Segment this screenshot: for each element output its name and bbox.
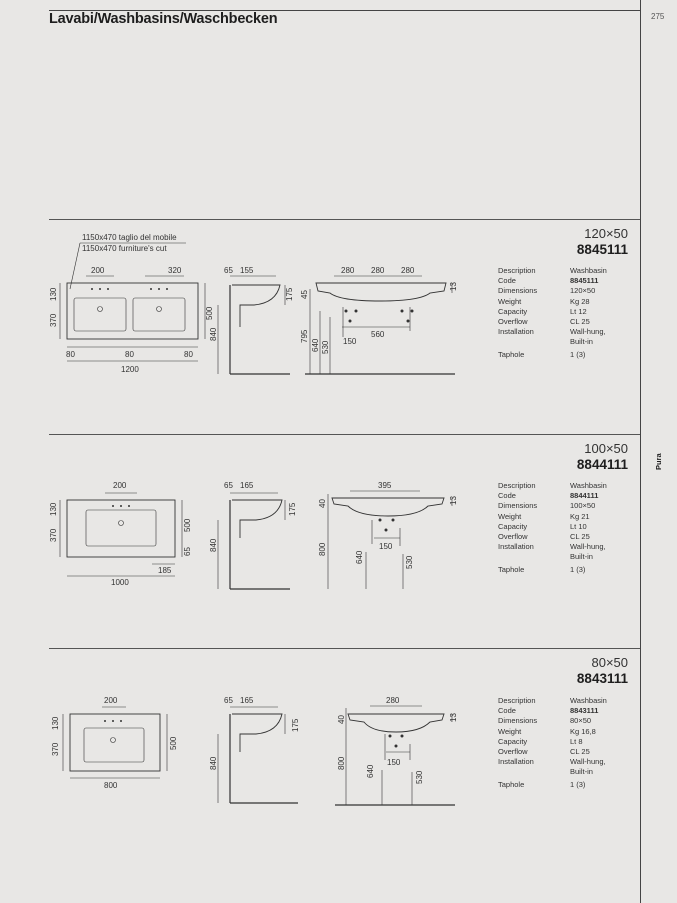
spec-value: 8845111	[570, 276, 599, 286]
dim-label: 130	[51, 716, 60, 730]
spec-value: 120×50	[570, 286, 596, 296]
dim-label: 13	[449, 713, 458, 722]
dim-label: 840	[209, 756, 218, 770]
dim-label: 280	[386, 696, 400, 705]
spec-value: CL 25	[570, 747, 590, 757]
spec-value: Built-in	[570, 767, 593, 777]
spec-value: Wall-hung,	[570, 327, 606, 337]
spec-key: Dimensions	[498, 716, 538, 726]
spec-key: Overflow	[498, 317, 528, 327]
dim-label: 370	[51, 742, 60, 756]
dim-label: 640	[311, 338, 320, 352]
dim-label: 175	[288, 502, 297, 516]
dim-label: 150	[387, 758, 401, 767]
spec-key: Taphole	[498, 564, 525, 574]
spec-key: Capacity	[498, 736, 528, 746]
spec-key: Code	[498, 276, 516, 286]
spec-value: Kg 28	[570, 296, 590, 306]
dim-label: 80	[184, 350, 193, 359]
dim-label: 65	[224, 481, 233, 490]
dim-label: 200	[91, 266, 105, 275]
spec-value: 100×50	[570, 501, 596, 511]
spec-value: Washbasin	[570, 696, 607, 705]
dim-label: 795	[300, 329, 309, 343]
dim-label: 800	[318, 542, 327, 556]
spec-table	[498, 696, 623, 790]
dim-label: 560	[371, 330, 385, 339]
spec-value: Built-in	[570, 552, 593, 562]
dim-label: 530	[321, 340, 330, 354]
dim-label: 530	[415, 770, 424, 784]
dim-label: 500	[205, 306, 214, 320]
dim-label: 130	[49, 287, 58, 301]
spec-key: Code	[498, 706, 516, 716]
spec-value: 1 (3)	[570, 779, 586, 789]
dim-label: 395	[378, 481, 392, 490]
spec-key: Overflow	[498, 747, 528, 757]
spec-value: Lt 12	[570, 306, 587, 316]
spec-value: 8843111	[570, 706, 599, 716]
cut-note-it: 1150x470 taglio del mobile	[82, 233, 177, 242]
dim-label: 530	[405, 555, 414, 569]
dim-label: 175	[285, 287, 294, 301]
dim-label: 640	[355, 550, 364, 564]
spec-value: CL 25	[570, 317, 590, 327]
dim-label: 320	[168, 266, 182, 275]
spec-value: CL 25	[570, 532, 590, 542]
spec-value: 80×50	[570, 716, 592, 726]
spec-value: 1 (3)	[570, 564, 586, 574]
dim-label: 65	[224, 266, 233, 275]
side-label: Pura	[654, 453, 663, 470]
spec-table	[498, 266, 623, 360]
spec-key: Dimensions	[498, 286, 538, 296]
spec-key: Description	[498, 481, 536, 490]
spec-value: 1 (3)	[570, 349, 586, 359]
dim-label: 40	[337, 715, 346, 724]
product-size: 100×50	[584, 441, 628, 456]
dim-label: 13	[449, 282, 458, 291]
spec-key: Code	[498, 491, 516, 501]
spec-key: Description	[498, 266, 536, 275]
spec-key: Weight	[498, 726, 522, 736]
spec-value: Washbasin	[570, 266, 607, 275]
dim-label: 200	[104, 696, 118, 705]
dim-label: 500	[183, 518, 192, 532]
dim-label: 130	[49, 502, 58, 516]
dim-label: 1200	[121, 365, 139, 374]
spec-table	[498, 481, 623, 575]
dim-label: 150	[379, 542, 393, 551]
spec-value: Built-in	[570, 337, 593, 347]
dim-label: 80	[125, 350, 134, 359]
dim-label: 13	[449, 496, 458, 505]
dim-label: 640	[366, 764, 375, 778]
spec-key: Capacity	[498, 306, 528, 316]
spec-value: Kg 16,8	[570, 726, 596, 736]
dim-label: 370	[49, 528, 58, 542]
cut-note-en: 1150x470 furniture's cut	[82, 243, 167, 253]
dim-label: 65	[183, 547, 192, 556]
spec-key: Weight	[498, 511, 522, 521]
product-section-1	[0, 219, 677, 429]
page-title: Lavabi/Washbasins/Waschbecken	[49, 11, 278, 27]
product-code: 8845111	[576, 242, 628, 257]
product-section-3	[0, 648, 677, 858]
product-size: 80×50	[591, 655, 628, 670]
dim-label: 200	[113, 481, 127, 490]
spec-value: Wall-hung,	[570, 757, 606, 767]
dim-label: 840	[209, 538, 218, 552]
dim-label: 370	[49, 313, 58, 327]
dim-label: 165	[240, 481, 254, 490]
spec-key: Installation	[498, 327, 534, 337]
dim-label: 500	[169, 736, 178, 750]
spec-key: Installation	[498, 542, 534, 552]
product-code: 8843111	[576, 671, 628, 686]
spec-value: Lt 8	[570, 736, 583, 746]
dim-label: 80	[66, 350, 75, 359]
dim-label: 45	[300, 290, 309, 299]
page-number: 275	[651, 12, 665, 21]
spec-key: Dimensions	[498, 501, 538, 511]
dim-label: 1000	[111, 578, 129, 587]
product-section-2	[0, 434, 677, 644]
spec-key: Description	[498, 696, 536, 705]
dim-label: 280	[341, 266, 355, 275]
spec-key: Capacity	[498, 521, 528, 531]
dim-label: 165	[240, 696, 254, 705]
dim-label: 65	[224, 696, 233, 705]
product-code: 8844111	[576, 457, 628, 472]
product-size: 120×50	[584, 226, 628, 241]
spec-key: Weight	[498, 296, 522, 306]
spec-value: Washbasin	[570, 481, 607, 490]
spec-key: Taphole	[498, 349, 525, 359]
dim-label: 840	[209, 327, 218, 341]
spec-key: Taphole	[498, 779, 525, 789]
spec-value: Lt 10	[570, 521, 587, 531]
dim-label: 175	[291, 718, 300, 732]
spec-value: Kg 21	[570, 511, 590, 521]
dim-label: 40	[318, 499, 327, 508]
spec-key: Installation	[498, 757, 534, 767]
spec-value: 8844111	[570, 491, 599, 501]
dim-label: 185	[158, 566, 172, 575]
spec-value: Wall-hung,	[570, 542, 606, 552]
dim-label: 800	[104, 781, 118, 790]
dim-label: 155	[240, 266, 254, 275]
dim-label: 280	[401, 266, 415, 275]
spec-key: Overflow	[498, 532, 528, 542]
dim-label: 800	[337, 756, 346, 770]
dim-label: 280	[371, 266, 385, 275]
dim-label: 150	[343, 337, 357, 346]
